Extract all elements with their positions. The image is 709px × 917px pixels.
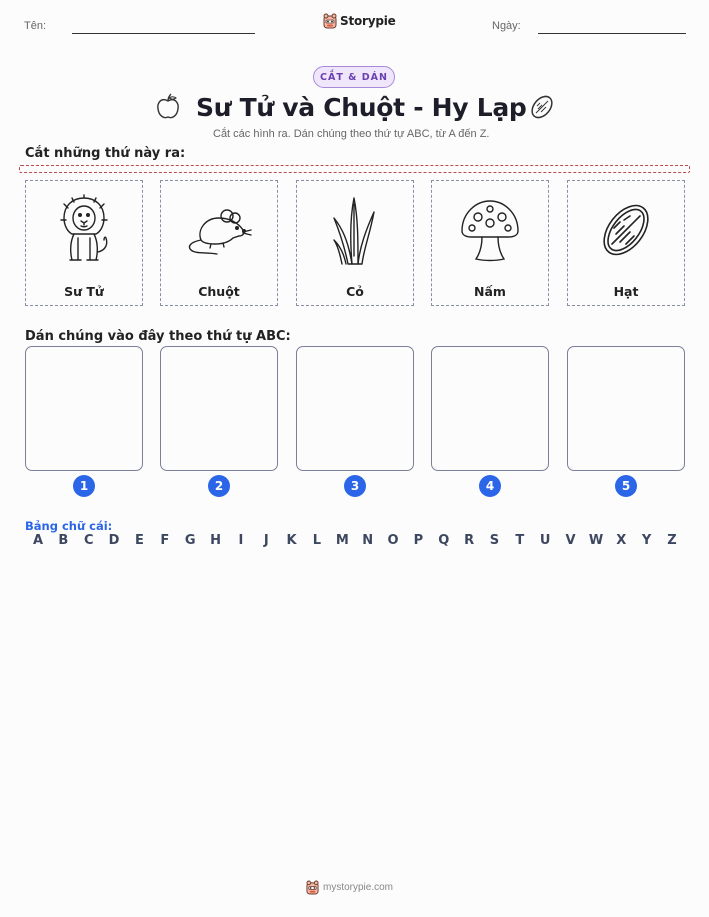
alphabet-letter: K [286,533,297,548]
slot-number: 1 [73,475,95,497]
alphabet-letter: E [134,533,144,548]
cut-card-grass[interactable] [296,180,414,306]
name-label: Tên: [24,20,47,32]
alphabet-row [31,533,679,548]
alphabet-letter: R [464,533,475,548]
nut-icon [528,93,556,121]
storypie-mascot-icon [306,880,319,895]
alphabet-letter: P [413,533,424,548]
cut-card-mushroom[interactable] [431,180,549,306]
alphabet-letter: W [588,533,604,548]
alphabet-letter: B [58,533,69,548]
alphabet-letter: D [108,533,120,548]
cut-card-seed[interactable] [567,180,685,306]
cut-card-mouse[interactable] [160,180,278,306]
page-title: Sư Tử và Chuột - Hy Lạp [196,93,527,122]
alphabet-letter: S [489,533,500,548]
brand-logo [323,13,396,29]
alphabet-letter: I [238,533,244,548]
activity-badge: CẮT & DÁN [313,66,395,88]
card-label: Cỏ [346,284,364,299]
apple-icon [155,93,181,121]
mushroom-icon [458,197,522,263]
alphabet-letter: T [515,533,525,548]
slot-number: 3 [344,475,366,497]
paste-slot-3[interactable] [296,346,414,471]
alphabet-letter: Y [641,533,652,548]
alphabet-letter: F [160,533,170,548]
footer [306,880,393,895]
storypie-mascot-icon [323,13,337,29]
lion-icon [54,194,114,266]
paste-section-heading: Dán chúng vào đây theo thứ tự ABC: [25,329,291,344]
alphabet-letter: J [263,533,269,548]
grass-icon [330,194,380,266]
paste-slot-4[interactable] [431,346,549,471]
cut-section-heading: Cắt những thứ này ra: [25,146,186,161]
brand-name: Storypie [340,14,396,28]
slot-number: 5 [615,475,637,497]
paste-slot-5[interactable] [567,346,685,471]
paste-slot-2[interactable] [160,346,278,471]
card-label: Nấm [474,284,506,299]
alphabet-letter: U [539,533,551,548]
alphabet-letter: V [565,533,576,548]
instructions: Cắt các hình ra. Dán chúng theo thứ tự ABC, từ A đến Z. [213,128,490,140]
alphabet-letter: C [83,533,94,548]
alphabet-letter: Z [667,533,677,548]
alphabet-letter: H [210,533,221,548]
alphabet-letter: O [387,533,399,548]
alphabet-letter: G [184,533,196,548]
name-line[interactable] [72,33,255,34]
footer-url[interactable]: mystorypie.com [323,882,394,893]
alphabet-letter: X [616,533,627,548]
date-label: Ngày: [492,20,521,32]
cut-guide-line [19,165,690,173]
card-label: Sư Tử [64,284,104,299]
slot-number: 2 [208,475,230,497]
alphabet-letter: L [312,533,322,548]
cut-card-lion[interactable] [25,180,143,306]
alphabet-letter: Q [438,533,450,548]
seed-icon [596,198,656,262]
slot-number: 4 [479,475,501,497]
paste-slot-1[interactable] [25,346,143,471]
alphabet-heading: Bảng chữ cái: [25,519,113,533]
date-line[interactable] [538,33,686,34]
card-label: Chuột [198,284,240,299]
alphabet-letter: N [362,533,374,548]
alphabet-letter: M [335,533,349,548]
card-label: Hạt [613,284,639,299]
alphabet-letter: A [32,533,44,548]
mouse-icon [183,202,255,258]
